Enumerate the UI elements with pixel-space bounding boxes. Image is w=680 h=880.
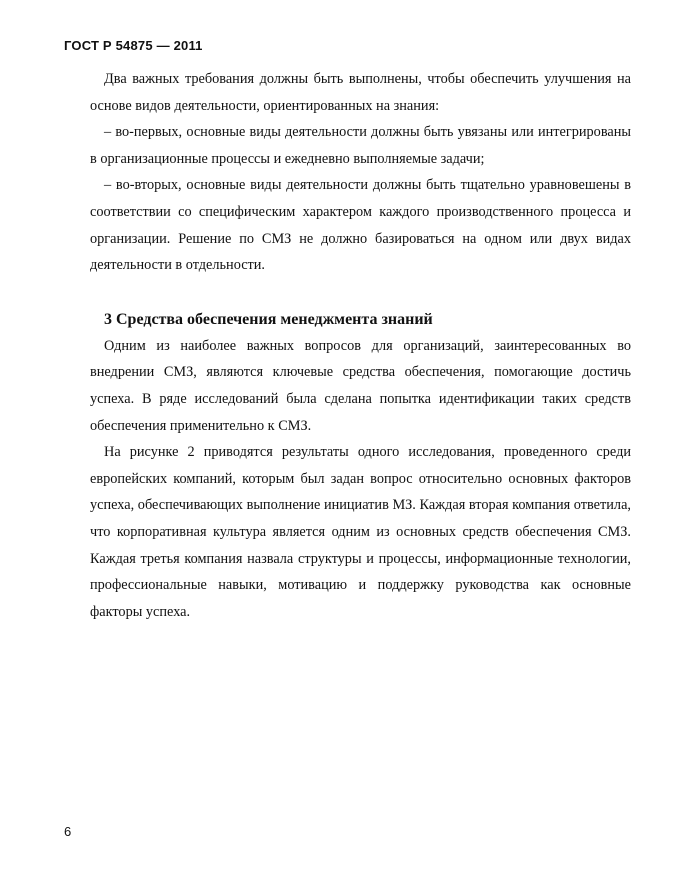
page-content [90,66,631,625]
section-paragraph: Одним из наиболее важных вопросов для организаций, заинтересованных во внедрении СМЗ, являются ключевые средства обеспечения, помогающие достичь успеха. В ряде исследований была сделана попытка идентификации таких средств обеспечения применительно к СМЗ. [90,337,631,434]
list-item: – во-вторых, основные виды деятельности должны быть тщательно уравновешены в соответствии со специфическим характером каждого производственного процесса и организации. Решение по СМЗ не должно базироваться на одном или двух видах деятельности в отдельности. [90,177,631,274]
page-number: 6 [64,824,72,839]
section-title: 3 Средства обеспечения менеджмента знаний [104,310,433,328]
list-item: – во-первых, основные виды деятельности должны быть увязаны или интегрированы в организационные процессы и ежедневно выполняемые задачи; [90,124,631,167]
document-header: ГОСТ Р 54875 — 2011 [64,38,203,53]
section-paragraph: На рисунке 2 приводятся результаты одного исследования, проведенного среди европейских компаний, которым был задан вопрос относительно основных факторов успеха, обеспечивающих выполнение инициатив МЗ. Каждая вторая компания ответила, что корпоративная культура является одним из основных средств обеспечения СМЗ. Каждая третья компания назвала структуры и процессы, информационные технологии, профессиональные навыки, мотивацию и поддержку руководства как основные факторы успеха. [90,444,631,620]
intro-paragraph: Два важных требования должны быть выполнены, чтобы обеспечить улучшения на основе видов деятельности, ориентированных на знания: [90,71,631,114]
